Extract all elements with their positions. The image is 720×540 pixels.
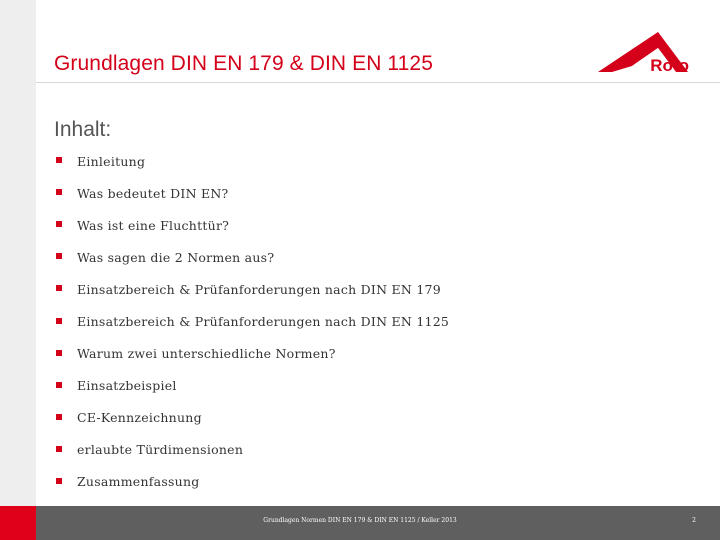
list-item-text: Einsatzbeispiel: [77, 378, 177, 394]
list-item-text: CE-Kennzeichnung: [77, 410, 202, 426]
list-item: [56, 305, 449, 337]
list-item: [56, 370, 449, 402]
bullet-square-icon: [56, 157, 62, 163]
contents-list: [56, 145, 449, 498]
left-margin-strip: [0, 0, 36, 506]
list-item: [56, 338, 449, 370]
list-item: [56, 402, 449, 434]
bullet-square-icon: [56, 285, 62, 291]
roto-logo-wordmark: Roto: [650, 56, 689, 75]
bullet-square-icon: [56, 478, 62, 484]
list-item-text: erlaubte Türdimensionen: [77, 442, 244, 458]
bullet-square-icon: [56, 446, 62, 452]
bullet-square-icon: [56, 414, 62, 420]
list-item: [56, 177, 449, 209]
bullet-square-icon: [56, 318, 62, 324]
list-item: [56, 434, 449, 466]
list-item-text: Was ist eine Fluchttür?: [77, 217, 230, 233]
footer-text: Grundlagen Normen DIN EN 179 & DIN EN 1125 / Keller 2013: [263, 517, 457, 524]
bullet-square-icon: [56, 382, 62, 388]
section-heading: Inhalt:: [54, 118, 112, 141]
list-item-text: Was sagen die 2 Normen aus?: [77, 249, 275, 265]
list-item: [56, 209, 449, 241]
bullet-square-icon: [56, 253, 62, 259]
footer-bar: [0, 506, 720, 540]
list-item: [56, 241, 449, 273]
list-item-text: Zusammenfassung: [77, 474, 200, 490]
bullet-square-icon: [56, 350, 62, 356]
page-number: 2: [692, 517, 696, 524]
list-item-text: Warum zwei unterschiedliche Normen?: [77, 346, 336, 362]
list-item: [56, 145, 449, 177]
list-item-text: Was bedeutet DIN EN?: [77, 185, 229, 201]
header-divider: [36, 82, 720, 83]
list-item: [56, 466, 449, 498]
list-item-text: Einsatzbereich & Prüfanforderungen nach DIN EN 179: [77, 281, 441, 297]
list-item-text: Einleitung: [77, 153, 146, 169]
list-item-text: Einsatzbereich & Prüfanforderungen nach DIN EN 1125: [77, 314, 450, 330]
bullet-square-icon: [56, 221, 62, 227]
list-item: [56, 273, 449, 305]
bullet-square-icon: [56, 189, 62, 195]
slide-title: Grundlagen DIN EN 179 & DIN EN 1125: [54, 52, 433, 75]
roto-logo: [596, 28, 692, 76]
